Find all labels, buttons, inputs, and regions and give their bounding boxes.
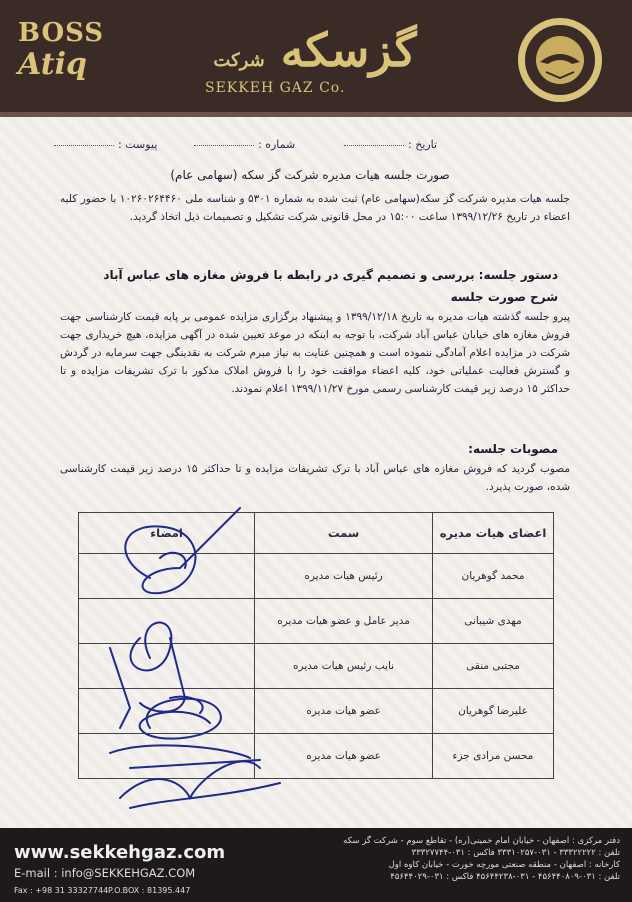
atiq-logo-text: Atiq <box>18 47 87 82</box>
date-label: تاریخ : <box>408 138 438 151</box>
table-row <box>79 644 554 689</box>
member-role: رئیس هیات مدیره <box>255 554 433 599</box>
company-seal-icon <box>516 16 604 104</box>
office-phone: تلفن : ۳۳۳۲۲۲۲۲ - ۰۳۱-۳۳۳۱۰۲۵۷ فاکس : ۰۳۱-۳۳۳۲۷۷۴۴ <box>411 848 620 858</box>
po-box: P.O.BOX : 81395.447 <box>108 886 191 895</box>
agenda-label: دستور جلسه <box>483 268 558 282</box>
date-field <box>340 138 437 151</box>
factory-phone: تلفن : ۰۳۱-۴۵۶۴۴۰۸۰۹ - ۰۳۱-۴۵۶۴۴۲۳۸ فاکس : ۰۳۱-۴۵۶۴۴۰۲۹ <box>390 872 620 882</box>
number-field <box>190 138 295 151</box>
brand-logo-fa <box>200 20 430 80</box>
signature-cell <box>79 599 255 644</box>
resolutions-heading: مصوبات جلسه: <box>468 442 558 456</box>
table-row <box>79 599 554 644</box>
member-name: محسن مرادی جزء <box>433 734 554 779</box>
header-bottom-band <box>0 112 632 117</box>
minutes-heading: شرح صورت جلسه <box>450 290 558 304</box>
member-role: مدیر عامل و عضو هیات مدیره <box>255 599 433 644</box>
document-title: صورت جلسه هیات مدیره شرکت گز سکه (سهامی عام) <box>170 168 450 182</box>
member-name: مهدی شیبانی <box>433 599 554 644</box>
brand-logo-prefix: شرکت <box>213 50 265 71</box>
member-role: عضو هیات مدیره <box>255 689 433 734</box>
letter-footer <box>0 828 632 902</box>
member-name: محمد گوهریان <box>433 554 554 599</box>
agenda-text: : بررسی و تصمیم گیری در رابطه با فروش مغازه های عباس آباد <box>103 268 484 282</box>
signature-cell <box>79 554 255 599</box>
brand-logo-main: گزسکه <box>280 23 417 77</box>
table-row <box>79 554 554 599</box>
office-address: دفتر مرکزی : اصفهان - خیابان امام خمینی(ره) - تقاطع سوم - شرکت گز سکه <box>343 836 620 846</box>
table-header-row <box>79 513 554 554</box>
signature-cell <box>79 644 255 689</box>
role-column-header: سمت <box>255 513 433 554</box>
member-role: نایب رئیس هیات مدیره <box>255 644 433 689</box>
resolutions-paragraph: مصوب گردید که فروش مغازه های عباس آباد با ترک تشریفات مزایده و تا حداکثر ۱۵ درصد زیر قیمت کارشناسی شده، صورت پذیرد. <box>60 463 570 493</box>
boss-logo-text: BOSS <box>18 18 105 48</box>
number-label: شماره : <box>258 138 296 151</box>
intro-paragraph: جلسه هیات مدیره شرکت گز سکه(سهامی عام) ثبت شده به شماره ۵۳۰۱ و شناسه ملی ۱۰۲۶۰۲۶۴۴۶۰ با حضور کلیه اعضاء در تاریخ ۱۳۹۹/۱۲/۲۶ ساعت ۱۵:۰۰ در محل قانونی شرکت تشکیل و تصمیمات ذیل اتخاذ گردید. <box>60 193 570 223</box>
board-members-table <box>78 512 554 779</box>
website-link[interactable]: www.sekkehgaz.com <box>14 842 226 863</box>
minutes-paragraph: پیرو جلسه گذشته هیات مدیره به تاریخ ۱۳۹۹/۱۲/۱۸ و پیشنهاد برگزاری مزایده عمومی بر پایه قیمت کارشناسی جهت فروش مغازه های خیابان عباس آباد شرکت، با توجه به اینکه در موعد تعیین شده در آگهی مزایده، هیچ خریداری جهت شرکت در مزایده اعلام آمادگی ننموده است و همچنین عنایت به نیاز مبرم شرکت به نقدینگی جهت سرمایه در گردش و گسترش فعالیت عملیاتی خود، کلیه اعضاء موافقت خود را با فروش املاک مذکور با ترک تشریفات مزایده و تا حداکثر ۱۵ درصد زیر قیمت کارشناسی رسمی مورخ ۱۳۹۹/۱۱/۲۷ اعلام نمودند. <box>60 311 570 395</box>
signature-column-header: امضاء <box>79 513 255 554</box>
factory-address: کارخانه : اصفهان - منطقه صنعتی مورچه خورت - خیابان کاوه اول <box>388 860 620 870</box>
members-column-header: اعضای هیات مدیره <box>433 513 554 554</box>
brand-logo-en: SEKKEH GAZ Co. <box>205 80 346 96</box>
member-name: علیرضا گوهریان <box>433 689 554 734</box>
attachment-field <box>50 138 157 151</box>
signature-cell <box>79 734 255 779</box>
table-row <box>79 689 554 734</box>
member-role: عضو هیات مدیره <box>255 734 433 779</box>
agenda-line <box>103 268 558 282</box>
email-link[interactable]: E-mail : info@SEKKEHGAZ.COM <box>14 866 196 880</box>
fax-number: Fax : +98 31 33327744 <box>14 886 109 895</box>
member-name: مجتبی منقی <box>433 644 554 689</box>
table-row <box>79 734 554 779</box>
attachment-label: پیوست : <box>118 138 158 151</box>
letterhead <box>0 0 632 117</box>
signature-cell <box>79 689 255 734</box>
